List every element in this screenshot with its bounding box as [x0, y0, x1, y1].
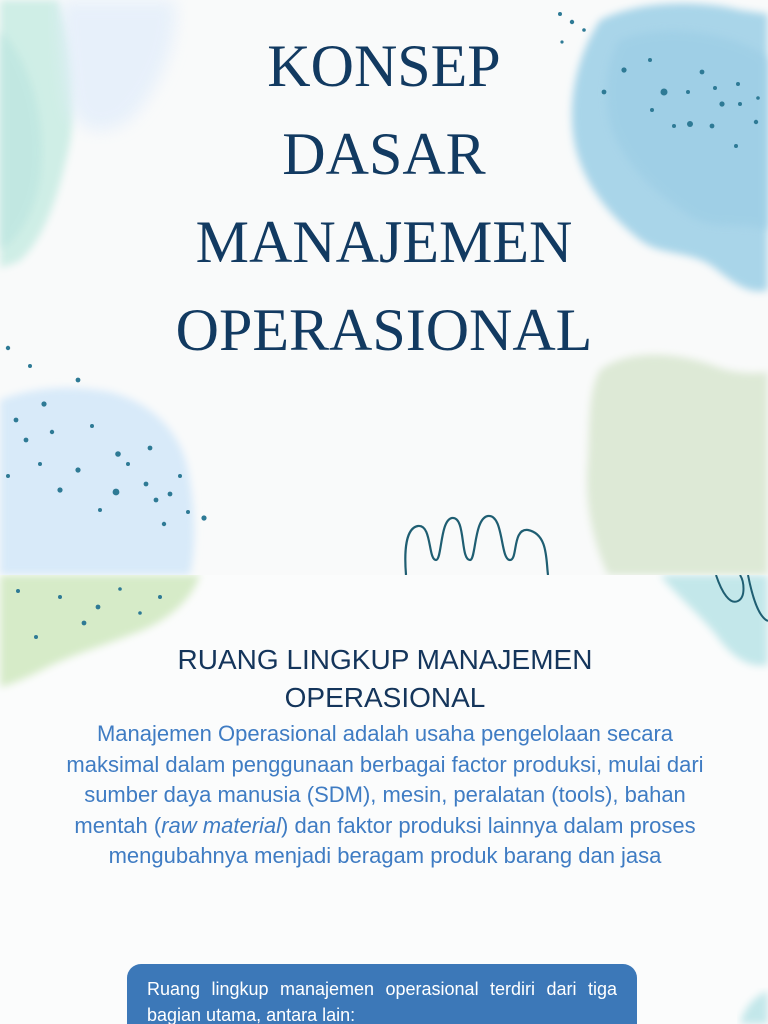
content-slide	[0, 575, 768, 1024]
definition-text-part-1: Manajemen Operasional adalah usaha pengelolaan secara maksimal dalam penggunaan berbagai factor produksi, mulai dari sumber daya manusia (SDM), mesin, peralatan (tools), bahan mentah (	[66, 721, 704, 838]
definition-paragraph	[60, 719, 710, 872]
mint-splash-bottom-right	[740, 991, 768, 1024]
definition-text-part-2: ) dan faktor produksi lainnya dalam proses mengubahnya menjadi beragam produk barang dan jasa	[108, 812, 696, 868]
title-line-1: KONSEP	[267, 33, 501, 99]
definition-italic-term: raw material	[161, 812, 282, 838]
scope-callout-text: Ruang lingkup manajemen operasional terdiri dari tiga bagian utama, antara lain:	[147, 979, 617, 1024]
scope-callout-box	[127, 964, 637, 1024]
heading-line-2: OPERASIONAL	[284, 682, 486, 713]
slide-title	[0, 22, 768, 374]
green-splash-right	[587, 355, 768, 575]
title-line-2: DASAR	[282, 121, 486, 187]
section-heading	[100, 641, 670, 717]
title-line-4: OPERASIONAL	[175, 297, 593, 363]
blue-splash-bottom-left	[0, 388, 194, 575]
title-line-3: MANAJEMEN	[195, 209, 573, 275]
wavy-line-decoration	[405, 516, 548, 575]
heading-line-1: RUANG LINGKUP MANAJEMEN	[177, 644, 593, 675]
